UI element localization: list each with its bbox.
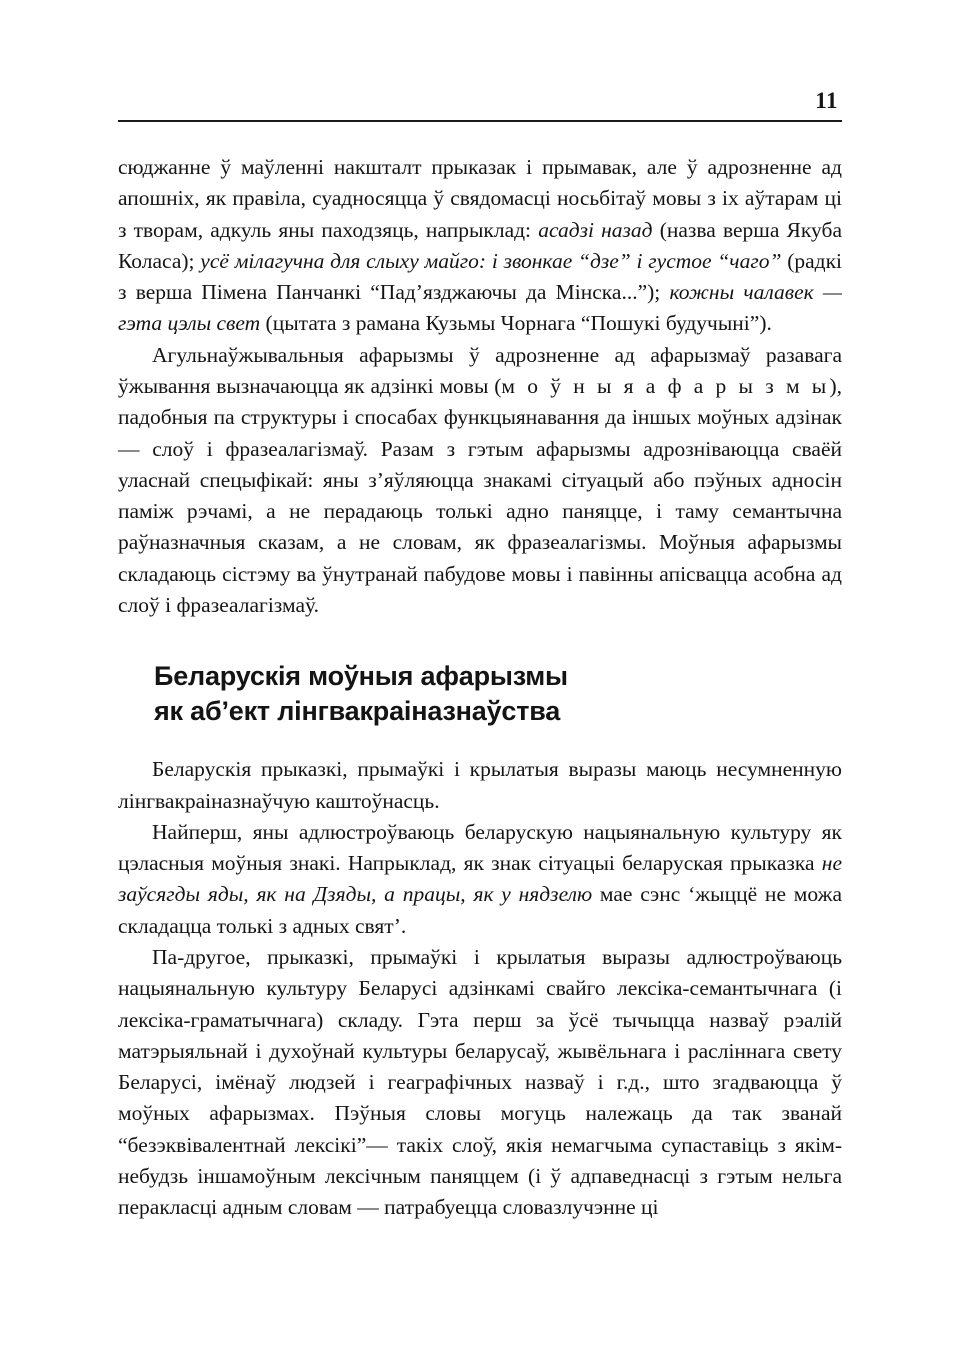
header-rule bbox=[118, 120, 842, 122]
text-run: не заўсягды яды, як на Дзяды, а працы, як у нядзелю bbox=[118, 851, 842, 907]
text-run: (цытата з рамана Кузьмы Чорнага “Пошукі будучыні”). bbox=[260, 311, 772, 336]
text-run: кожны чалавек — гэта цэлы свет bbox=[118, 280, 843, 336]
text-run: усё мілагучна для слыху майго: і звонкае “дзе” і густое “чаго” bbox=[200, 248, 782, 273]
paragraph bbox=[118, 942, 842, 1224]
text-run: Найперш, яны адлюстроўваюць беларускую нацыянальную культуру як цэласныя моўныя знакі. Напрыклад, як знак сітуацыі беларуская прыказка bbox=[118, 819, 842, 876]
page-number: 11 bbox=[815, 88, 838, 113]
paragraph bbox=[118, 817, 842, 942]
section-heading-line-2: як аб’ект лінгвакраіназнаўства bbox=[154, 695, 561, 726]
text-run: мае сэнс ‘жыццё не можа складацца толькі з адных свят’. bbox=[118, 882, 842, 938]
body-text-bottom bbox=[118, 754, 842, 1223]
text-run: м о ў н ы я а ф а р ы з м ы bbox=[501, 373, 830, 398]
paragraph bbox=[118, 754, 842, 817]
paragraph bbox=[118, 152, 842, 340]
text-run: асадзі назад bbox=[538, 217, 653, 242]
paragraph bbox=[118, 340, 842, 622]
body-text-top bbox=[118, 152, 842, 621]
text-run: Агульнаўжывальныя афарызмы ў адрозненне ад афарызмаў разавага ўжывання вызначаюцца як адзінкі мовы ( bbox=[118, 342, 842, 398]
text-run: (радкі з верша Пімена Панчанкі “Пад’язджаючы да Мінска...”); bbox=[118, 248, 843, 305]
text-run: (назва верша Якуба Коласа); bbox=[118, 217, 842, 273]
text-run: сюджанне ў маўленні накшталт прыказак і прымавак, але ў адрозненне ад апошніх, як правіла, суадносяцца ў свядомасці носьбітаў мовы з іх аўтарам ці з творам, адкуль яны паходзяць, напрыклад: bbox=[118, 155, 842, 242]
text-run: ), падобныя па структуры і спосабах функцыянавання да іншых моўных адзінак — слоў і фразеалагізмаў. Разам з гэтым афарызмы адрозніваюцца сваёй уласнай спецыфікай: яны з’яўляюцца знакамі сітуацый або пэўных адносін паміж рэчамі, а не перадаюць толькі адно паняцце, і таму семантычна раўназначныя сказам, а не словам, як фразеалагізмы. Моўныя афарызмы складаюць сістэму ва ўнутранай пабудове мовы і павінны апісвацца асобна ад слоў і фразеалагізмаў. bbox=[118, 373, 842, 617]
text-run: Беларускія прыказкі, прымаўкі і крылатыя выразы маюць несумненную лінгвакраіназнаўчую каштоўнасць. bbox=[118, 757, 842, 813]
section-heading-line-1: Беларускія моўныя афарызмы bbox=[154, 661, 568, 692]
text-run: Па-другое, прыказкі, прымаўкі і крылатыя выразы адлюстроўваюць нацыянальную культуру Беларусі адзінкамі свайго лексіка-семантычнага (і лексіка-граматычнага) складу. Гэта перш за ўсё тычыцца назваў рэалій матэрыяльнай і духоўнай культуры беларусаў, жывёльнага і расліннага свету Беларусі, імёнаў людзей і геаграфічных назваў і г.д., што згадваюцца ў моўных афарызмах. Пэўныя словы могуць належаць да так званай “безэквівалентнай лексікі”— такіх слоў, якія немагчыма супаставіць з якім-небудзь іншамоўным лексічным паняццем (і ў адпаведнасці з гэтым нельга перакласці адным словам — патрабуецца словазлучэнне ці bbox=[118, 945, 842, 1220]
section-heading bbox=[118, 659, 842, 728]
